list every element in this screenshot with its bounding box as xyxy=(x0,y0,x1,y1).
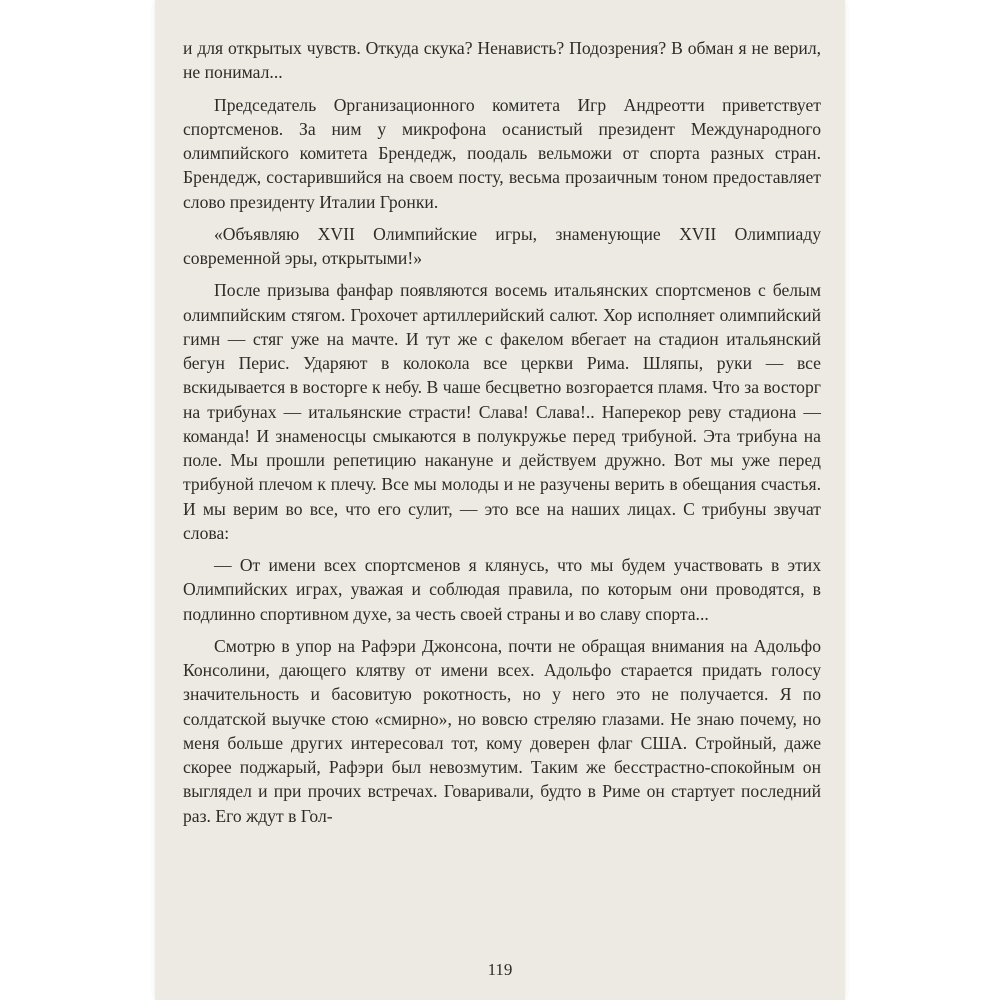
body-text xyxy=(183,36,821,836)
paragraph-continuation: и для открытых чувств. Откуда скука? Ненависть? Подозрения? В обман я не верил, не понимал... xyxy=(183,38,821,83)
paragraph-rafer-johnson: Смотрю в упор на Рафэри Джонсона, почти не обращая внимания на Адольфо Консолини, дающего клятву от имени всех. Адольфо старается придать голосу значительность и басовитую рокотность, но у него это не получается. Я по солдатской выучке стою «смирно», но вовсю стреляю глазами. Не знаю почему, но меня больше других интересовал тот, кому доверен флаг США. Стройный, даже скорее поджарый, Рафэри был невозмутим. Таким же бесстрастно-спокойным он выглядел и при прочих встречах. Говаривали, будто в Риме он стартует последний раз. Его ждут в Гол- xyxy=(183,635,821,826)
paragraph-andreotti: Председатель Организационного комитета Игр Андреотти приветствует спортсменов. За ним у микрофона осанистый президент Международного олимпийского комитета Брендедж, поодаль вельможи от спорта разных стран. Брендедж, состарившийся на своем посту, весьма прозаичным тоном предоставляет слово президенту Италии Гронки. xyxy=(183,94,821,212)
paragraph-oath: — От имени всех спортсменов я клянусь, что мы будем участвовать в этих Олимпийских играх, уважая и соблюдая правила, по которым они проводятся, в подлинно спортивном духе, за честь своей страны и во славу спорта... xyxy=(183,555,821,624)
paragraph-fanfares: После призыва фанфар появляются восемь итальянских спортсменов с белым олимпийским стягом. Грохочет артиллерийский салют. Хор исполняет олимпийский гимн — стяг уже на мачте. И тут же с факелом вбегает на стадион итальянский бегун Перис. Ударяют в колокола все церкви Рима. Шляпы, руки — все вскидывается в восторге к небу. В чаше бесцветно возгорается пламя. Что за восторг на трибунах — итальянские страсти! Слава! Слава!.. Наперекор реву стадиона — команда! И знаменосцы смыкаются в полукружье перед трибуной. Эта трибуна на поле. Мы прошли репетицию накануне и действуем дружно. Вот мы уже перед трибуной плечом к плечу. Все мы молоды и не разучены верить в обещания счастья. И мы верим во все, что его сулит, — это все на наших лицах. С трибуны звучат слова: xyxy=(183,280,821,543)
book-page xyxy=(155,0,845,1000)
page-number: 119 xyxy=(487,960,513,979)
paragraph-declaration-quote: «Объявляю XVII Олимпийские игры, знаменующие XVII Олимпиаду современной эры, открытыми!» xyxy=(183,223,821,268)
